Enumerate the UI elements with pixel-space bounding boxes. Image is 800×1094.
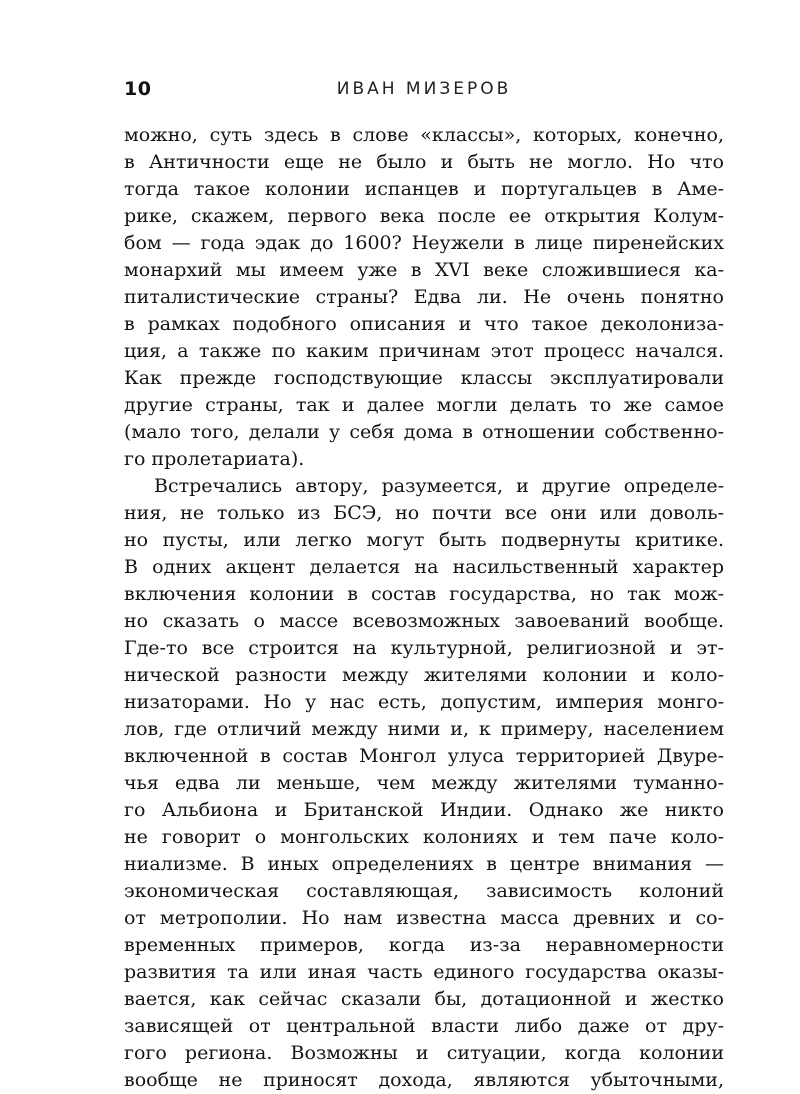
- text-line: развития та или иная часть единого государства оказы-: [124, 961, 724, 983]
- text-line: гого региона. Возможны и ситуации, когда колонии: [124, 1042, 724, 1064]
- text-line: Как прежде господствующие классы эксплуатировали: [124, 367, 724, 389]
- text-line: вообще не приносят дохода, являются убыточными,: [124, 1069, 724, 1091]
- text-line: монархий мы имеем уже в XVI веке сложившиеся ка-: [124, 259, 724, 281]
- text-line: В одних акцент делается на насильственный характер: [124, 556, 724, 578]
- page-number: 10: [124, 78, 152, 100]
- text-line: тогда такое колонии испанцев и португальцев в Аме-: [124, 178, 724, 200]
- text-line: лов, где отличий между ними и, к примеру, населением: [124, 718, 724, 740]
- text-line: чья едва ли меньше, чем между жителями туманно-: [124, 772, 724, 794]
- text-line: ниализме. В иных определениях в центре внимания —: [124, 853, 724, 875]
- text-line: нической разности между жителями колонии и коло-: [124, 664, 724, 686]
- text-line: ция, а также по каким причинам этот процесс начался.: [124, 340, 724, 362]
- text-line: го пролетариата).: [124, 448, 305, 470]
- text-line: рике, скажем, первого века после ее открытия Колум-: [124, 205, 724, 227]
- body-text: [124, 122, 724, 1094]
- text-line: (мало того, делали у себя дома в отношении собственно-: [124, 421, 724, 443]
- text-line: ния, не только из БСЭ, но почти все они или доволь-: [124, 502, 724, 524]
- text-line: низаторами. Но у нас есть, допустим, империя монго-: [124, 691, 724, 713]
- text-line: бом — года эдак до 1600? Неужели в лице пиренейских: [124, 232, 724, 254]
- text-line: Встречались автору, разумеется, и другие определе-: [154, 475, 724, 497]
- text-line: другие страны, так и далее могли делать то же самое: [124, 394, 724, 416]
- text-line: можно, суть здесь в слове «классы», которых, конечно,: [124, 124, 724, 146]
- text-line: зависящей от центральной власти либо даже от дру-: [124, 1015, 724, 1037]
- text-line: временных примеров, когда из-за неравномерности: [124, 934, 724, 956]
- text-line: питалистические страны? Едва ли. Не очень понятно: [124, 286, 724, 308]
- text-line: экономическая составляющая, зависимость колоний: [124, 880, 724, 902]
- running-head-author: ИВАН МИЗЕРОВ: [336, 79, 512, 99]
- text-line: от метрополии. Но нам известна масса древних и со-: [124, 907, 724, 929]
- text-line: но сказать о массе всевозможных завоеваний вообще.: [124, 610, 724, 632]
- text-line: включенной в состав Монгол улуса территорией Двуре-: [124, 745, 724, 767]
- text-line: Где-то все строится на культурной, религиозной и эт-: [124, 637, 724, 659]
- text-line: не говорит о монгольских колониях и тем паче коло-: [124, 826, 724, 848]
- text-line: но пусты, или легко могут быть подвернуты критике.: [124, 529, 724, 551]
- paragraph-1: [124, 122, 724, 473]
- text-line: вается, как сейчас сказали бы, дотационной и жестко: [124, 988, 724, 1010]
- paragraph-2: [124, 473, 724, 1094]
- text-line: в рамках подобного описания и что такое деколониза-: [124, 313, 724, 335]
- text-line: включения колонии в состав государства, но так мож-: [124, 583, 724, 605]
- running-header: [124, 74, 724, 104]
- text-line: го Альбиона и Британской Индии. Однако же никто: [124, 799, 724, 821]
- text-line: в Античности еще не было и быть не могло. Но что: [124, 151, 724, 173]
